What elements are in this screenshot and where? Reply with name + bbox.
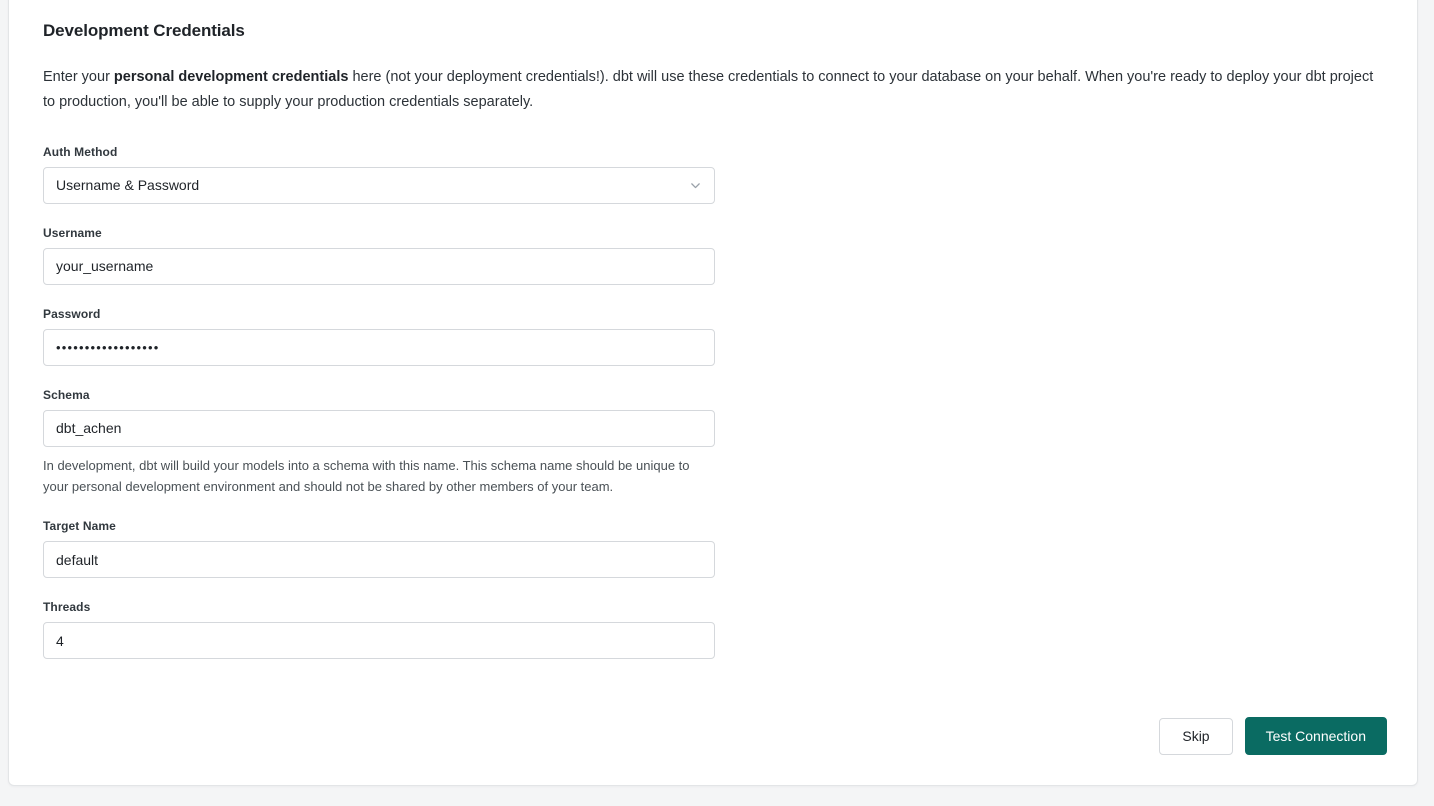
field-auth-method <box>43 145 1383 204</box>
intro-text-before: Enter your <box>43 69 114 85</box>
page-title: Development Credentials <box>43 21 245 40</box>
field-username <box>43 226 1383 285</box>
auth-method-label: Auth Method <box>43 144 118 159</box>
field-threads <box>43 600 1383 659</box>
intro-paragraph <box>43 65 1383 115</box>
threads-input[interactable] <box>43 622 715 659</box>
target-name-value: default <box>56 551 99 568</box>
auth-method-select[interactable] <box>43 167 715 204</box>
form-actions <box>1159 717 1387 755</box>
target-name-control <box>43 541 715 578</box>
test-connection-button[interactable]: Test Connection <box>1245 717 1387 755</box>
username-label: Username <box>43 225 102 240</box>
intro-text-after: here (not your deployment credentials!). dbt will use these credentials to connect to your database on your behalf. When you're ready to deploy your dbt project to production, you'll be able to supply your production credentials separately. <box>43 69 1374 110</box>
skip-button[interactable]: Skip <box>1159 718 1232 755</box>
threads-value: 4 <box>56 632 64 649</box>
schema-value: dbt_achen <box>56 420 122 437</box>
chevron-down-icon <box>689 179 702 192</box>
auth-method-value: Username & Password <box>56 177 200 194</box>
threads-control <box>43 622 715 659</box>
schema-control <box>43 410 715 447</box>
schema-helper-text: In development, dbt will build your models into a schema with this name. This schema name should be unique to your personal development environment and should not be shared by other members of your team. <box>43 457 690 494</box>
username-value: your_username <box>56 258 154 275</box>
username-input[interactable] <box>43 248 715 285</box>
field-target-name <box>43 519 1383 578</box>
field-password <box>43 307 1383 366</box>
password-value: •••••••••••••••••• <box>56 339 160 355</box>
target-name-label: Target Name <box>43 519 116 534</box>
target-name-input[interactable] <box>43 541 715 578</box>
schema-input[interactable] <box>43 410 715 447</box>
schema-label: Schema <box>43 387 90 402</box>
development-credentials-card <box>8 0 1418 786</box>
field-schema <box>43 388 1383 498</box>
threads-label: Threads <box>43 600 91 615</box>
password-control <box>43 329 715 366</box>
username-control <box>43 248 715 285</box>
password-label: Password <box>43 306 101 321</box>
auth-method-control <box>43 167 715 204</box>
intro-text-bold: personal development credentials <box>113 69 349 85</box>
card-content <box>9 0 1417 659</box>
password-input[interactable] <box>43 329 715 366</box>
